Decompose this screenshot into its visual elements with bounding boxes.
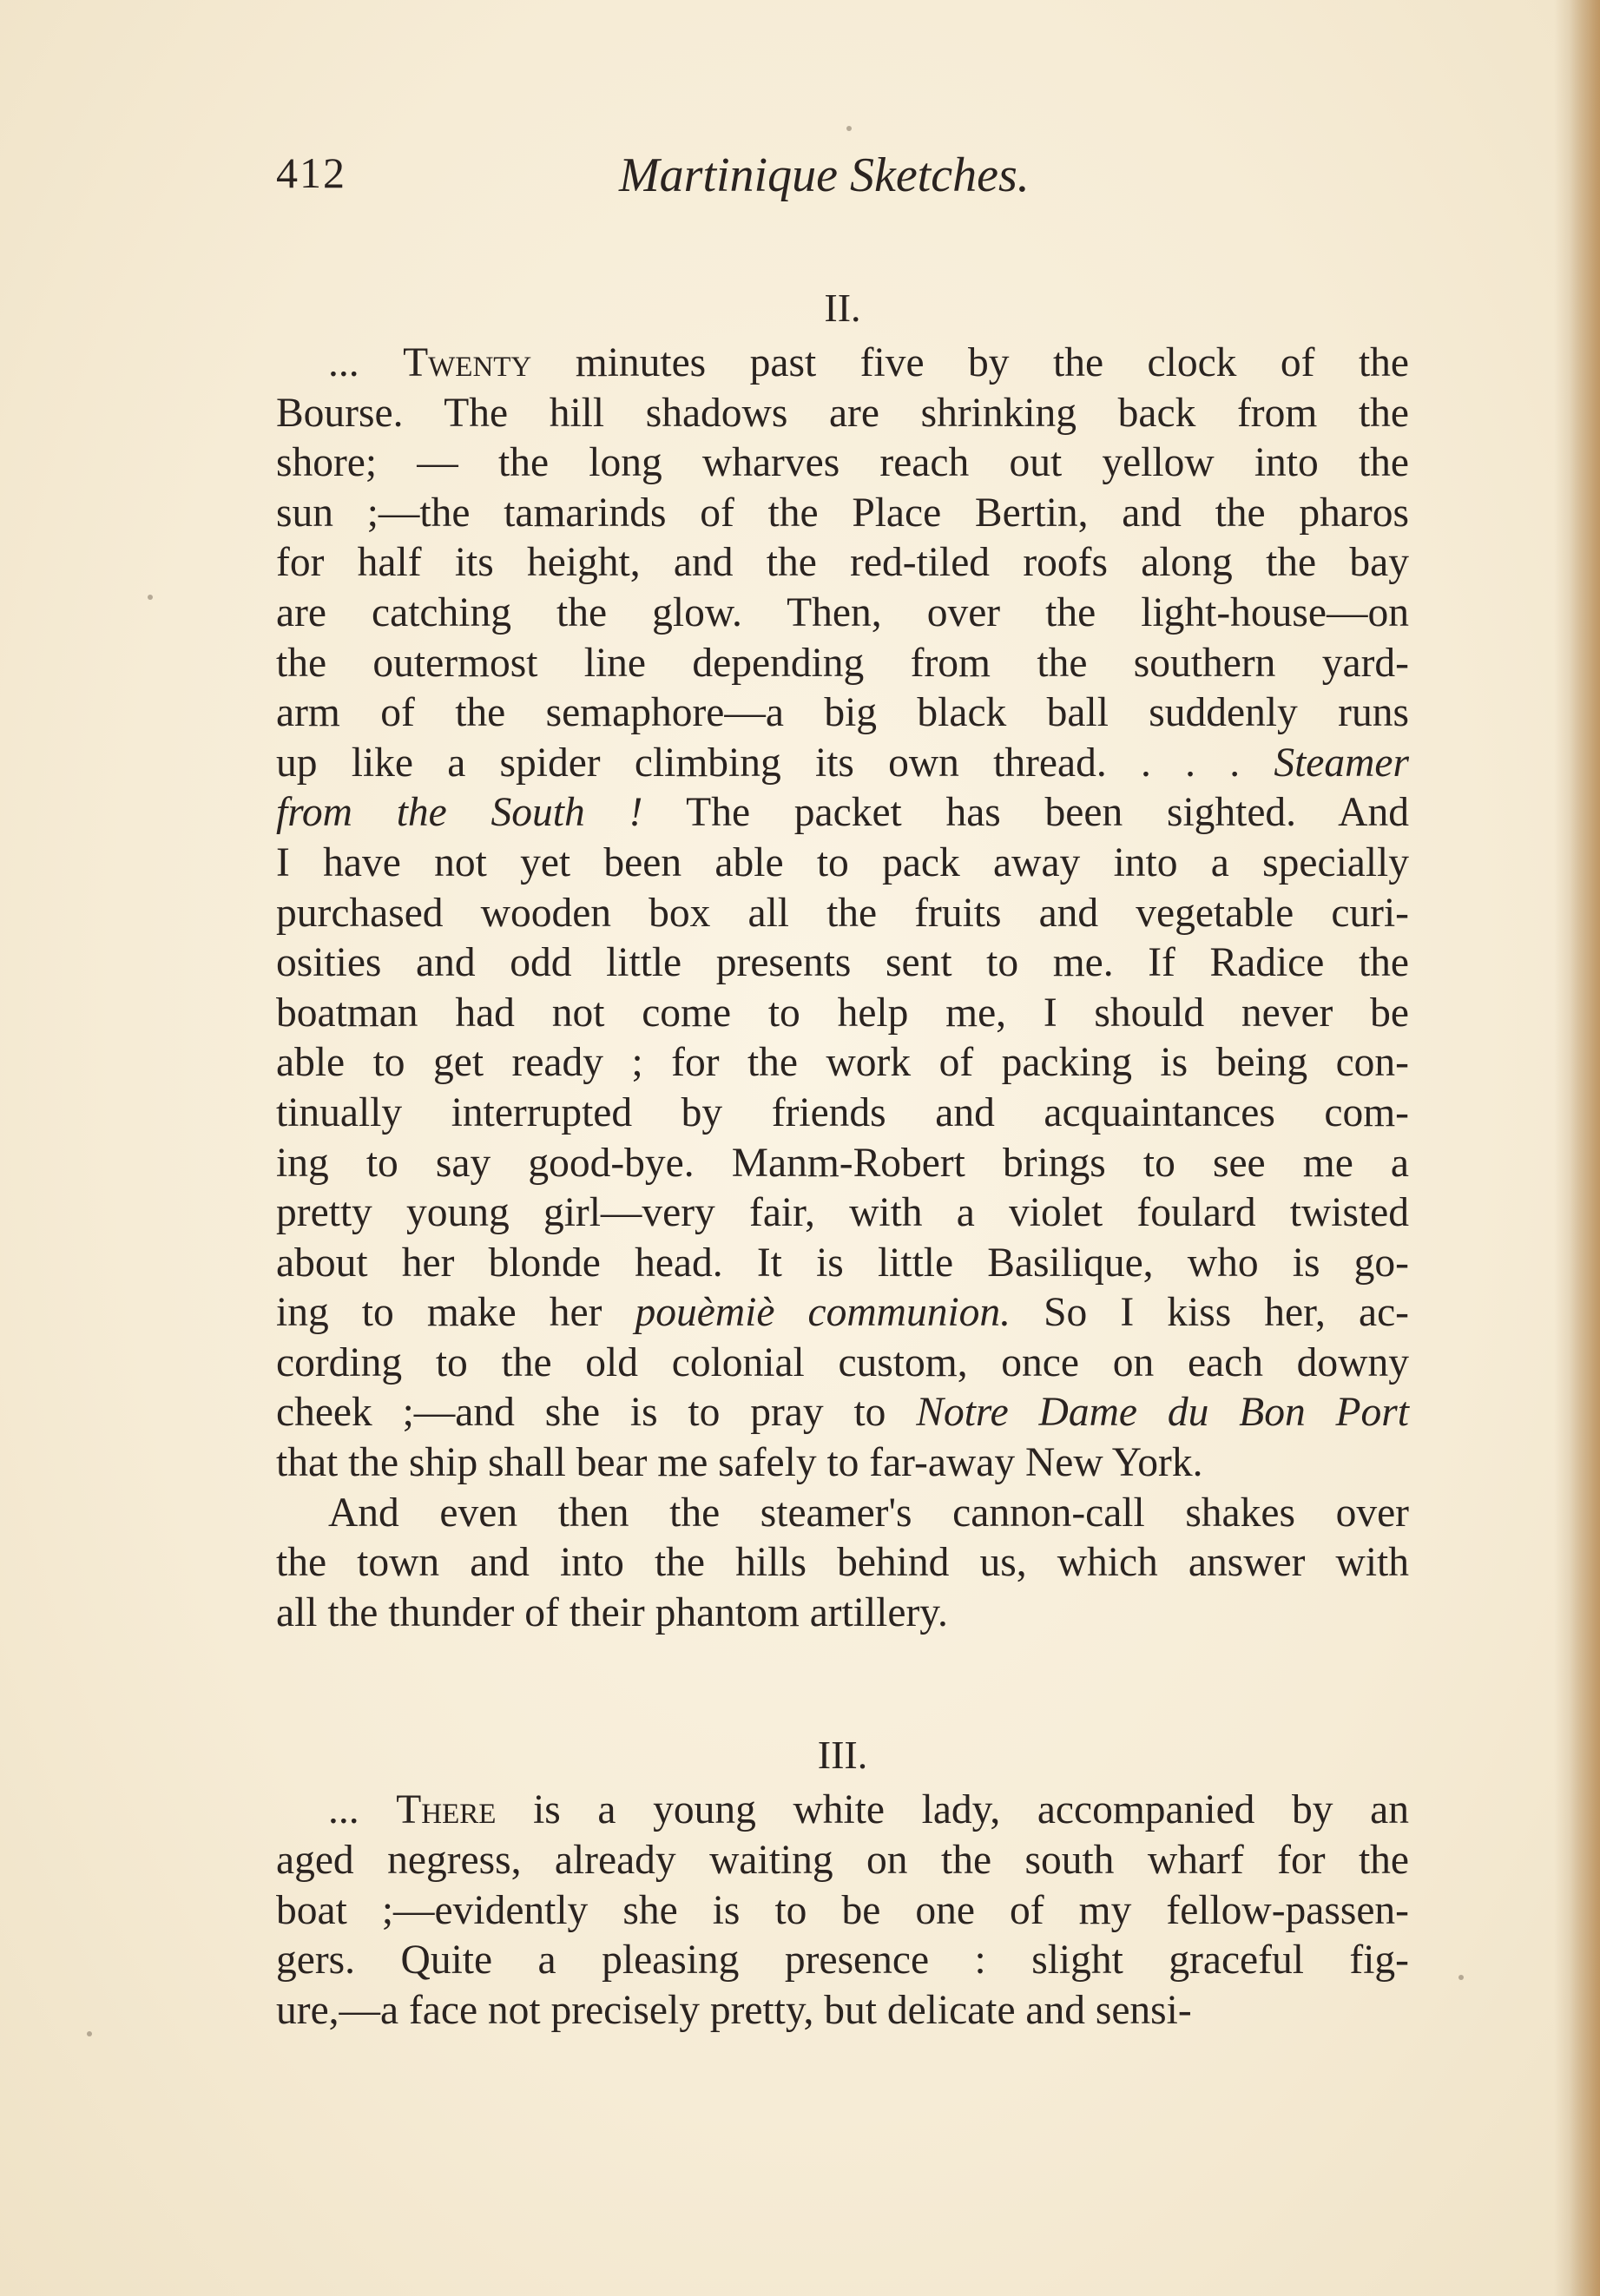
text-run: ing to make her bbox=[276, 1290, 635, 1336]
text-run: ... bbox=[328, 340, 404, 385]
text-line bbox=[276, 1089, 1409, 1139]
text-line bbox=[276, 1936, 1409, 1986]
text-run: pretty young girl—very fair, with a violet foulard twisted bbox=[276, 1190, 1409, 1236]
text-run: boat ;—evidently she is to be one of my fellow-passen- bbox=[276, 1887, 1409, 1933]
text-run: all the thunder of their phantom artillery. bbox=[276, 1589, 948, 1635]
text-line bbox=[276, 1188, 1409, 1239]
text-line bbox=[276, 1339, 1409, 1389]
text-run: is a young white lady, accompanied by an bbox=[496, 1787, 1410, 1833]
text-run: cording to the old colonial custom, once on each downy bbox=[276, 1339, 1409, 1385]
text-line bbox=[276, 1288, 1409, 1339]
page-number: 412 bbox=[276, 148, 346, 197]
text-run: ... bbox=[328, 1787, 397, 1833]
text-run: shore; — the long wharves reach out yellow into the bbox=[276, 440, 1409, 486]
text-run: And even then the steamer's cannon-call shakes over bbox=[328, 1490, 1409, 1536]
text-run: arm of the semaphore—a big black ball suddenly runs bbox=[276, 690, 1409, 736]
paper-speck bbox=[87, 2031, 92, 2036]
text-line bbox=[276, 538, 1409, 589]
text-run: tinually interrupted by friends and acquaintances com- bbox=[276, 1089, 1409, 1135]
body-text bbox=[276, 278, 1409, 2036]
paragraph bbox=[276, 339, 1409, 1489]
italic-text: pouèmiè communion. bbox=[635, 1290, 1011, 1336]
text-line bbox=[276, 1438, 1409, 1489]
page-edge-shadow bbox=[1570, 0, 1600, 2296]
text-run: are catching the glow. Then, over the light-house—on bbox=[276, 589, 1409, 635]
text-run: for half its height, and the red-tiled roofs along the bay bbox=[276, 540, 1409, 586]
small-caps-text: There bbox=[396, 1787, 497, 1833]
text-line bbox=[276, 589, 1409, 639]
text-run: gers. Quite a pleasing presence : slight graceful fig- bbox=[276, 1937, 1409, 1984]
paper-speck bbox=[1458, 1975, 1464, 1980]
text-run: sun ;—the tamarinds of the Place Bertin, and the pharos bbox=[276, 490, 1409, 536]
paper-speck bbox=[846, 126, 852, 131]
text-line bbox=[276, 639, 1409, 689]
italic-text: Notre Dame du Bon Port bbox=[916, 1390, 1409, 1436]
paper-speck bbox=[148, 595, 153, 600]
text-run: about her blonde head. It is little Basilique, who is go- bbox=[276, 1240, 1409, 1286]
text-run: boatman had not come to help me, I should never be bbox=[276, 990, 1409, 1036]
paragraph bbox=[276, 1786, 1409, 2036]
text-line bbox=[276, 839, 1409, 889]
text-line bbox=[276, 938, 1409, 989]
text-line bbox=[276, 1538, 1409, 1589]
text-line bbox=[276, 1038, 1409, 1089]
text-run: The packet has been sighted. And bbox=[642, 790, 1409, 836]
text-line bbox=[276, 989, 1409, 1039]
text-run: cheek ;—and she is to pray to bbox=[276, 1390, 917, 1436]
text-line bbox=[276, 1139, 1409, 1189]
text-run: Bourse. The hill shadows are shrinking back from the bbox=[276, 390, 1409, 436]
text-line bbox=[276, 339, 1409, 389]
text-run: purchased wooden box all the fruits and vegetable curi- bbox=[276, 890, 1409, 936]
text-run: So I kiss her, ac- bbox=[1011, 1290, 1409, 1336]
text-run: aged negress, already waiting on the south wharf for the bbox=[276, 1838, 1409, 1884]
text-line bbox=[276, 739, 1409, 789]
text-run: ing to say good-bye. Manm-Robert brings to see me a bbox=[276, 1140, 1409, 1186]
section-gap bbox=[276, 1638, 1409, 1725]
text-run: I have not yet been able to pack away into a specially bbox=[276, 839, 1409, 885]
text-line bbox=[276, 1986, 1409, 2036]
text-line bbox=[276, 1388, 1409, 1438]
text-line bbox=[276, 1886, 1409, 1937]
text-run: osities and odd little presents sent to me. If Radice the bbox=[276, 940, 1409, 986]
text-line bbox=[276, 889, 1409, 939]
italic-text: from the South ! bbox=[276, 790, 643, 836]
running-title: Martinique Sketches. bbox=[619, 148, 1030, 202]
text-line bbox=[276, 1239, 1409, 1289]
text-line bbox=[276, 438, 1409, 489]
text-run: minutes past five by the clock of the bbox=[531, 340, 1409, 385]
paragraph bbox=[276, 1489, 1409, 1639]
small-caps-text: Twenty bbox=[403, 340, 532, 385]
italic-text: Steamer bbox=[1274, 740, 1409, 786]
section-heading: III. bbox=[817, 1733, 868, 1778]
text-line bbox=[276, 1836, 1409, 1886]
text-run: that the ship shall bear me safely to far-away New York. bbox=[276, 1440, 1203, 1486]
text-line bbox=[276, 489, 1409, 539]
text-run: able to get ready ; for the work of packing is being con- bbox=[276, 1040, 1409, 1086]
text-line bbox=[276, 788, 1409, 839]
running-header bbox=[276, 148, 1413, 217]
text-line bbox=[276, 688, 1409, 739]
text-line bbox=[276, 1786, 1409, 1836]
text-run: the town and into the hills behind us, which answer with bbox=[276, 1540, 1409, 1586]
text-run: up like a spider climbing its own thread. . . . bbox=[276, 740, 1274, 786]
text-line bbox=[276, 1589, 1409, 1639]
section-heading: II. bbox=[824, 286, 861, 330]
text-line bbox=[276, 389, 1409, 439]
text-run: the outermost line depending from the southern yard- bbox=[276, 640, 1409, 686]
text-line bbox=[276, 1489, 1409, 1539]
text-run: ure,—a face not precisely pretty, but delicate and sensi- bbox=[276, 1987, 1192, 2033]
